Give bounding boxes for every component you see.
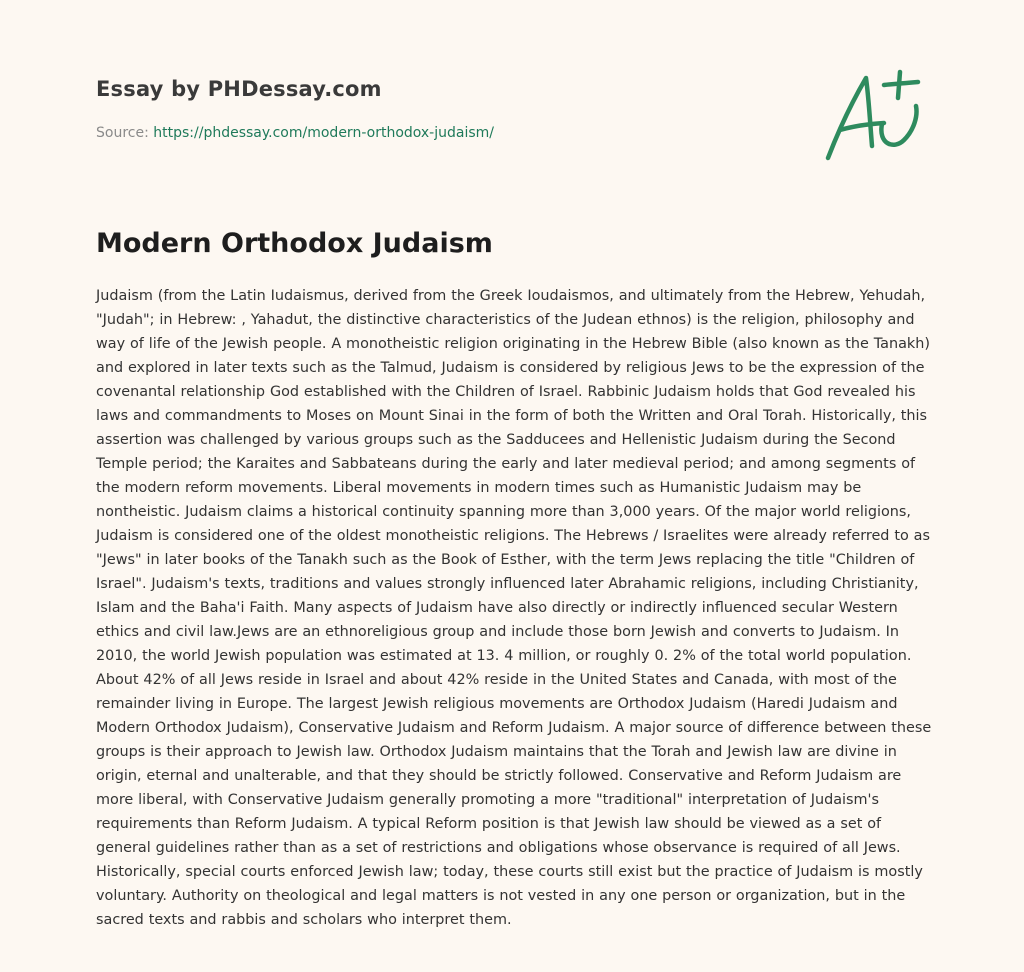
- brand-title: Essay by PHDessay.com: [96, 77, 382, 101]
- page-title: Modern Orthodox Judaism: [96, 228, 493, 259]
- header: [96, 72, 736, 143]
- essay-body: Judaism (from the Latin Iudaismus, derived from the Greek Ioudaismos, and ultimately from the Hebrew, Yehudah, "Judah"; in Hebrew: , Yahadut, the distinctive characteristics of the Judean ethnos) is the religion, philosophy and way of life of the Jewish people. A monotheistic religion originating in the Hebrew Bible (also known as the Tanakh) and explored in later texts such as the Talmud, Judaism is considered by religious Jews to be the expression of the covenantal relationship God established with the Children of Israel. Rabbinic Judaism holds that God revealed his laws and commandments to Moses on Mount Sinai in the form of both the Written and Oral Torah. Historically, this assertion was challenged by various groups such as the Sadducees and Hellenistic Judaism during the Second Temple period; the Karaites and Sabbateans during the early and later medieval period; and among segments of the modern reform movements. Liberal movements in modern times such as Humanistic Judaism may be nontheistic. Judaism claims a historical continuity spanning more than 3,000 years. Of the major world religions, Judaism is considered one of the oldest monotheistic religions. The Hebrews / Israelites were already referred to as "Jews" in later books of the Tanakh such as the Book of Esther, with the term Jews replacing the title "Children of Israel". Judaism's texts, traditions and values strongly influenced later Abrahamic religions, including Christianity, Islam and the Baha'i Faith. Many aspects of Judaism have also directly or indirectly influenced secular Western ethics and civil law.Jews are an ethnoreligious group and include those born Jewish and converts to Judaism. In 2010, the world Jewish population was estimated at 13. 4 million, or roughly 0. 2% of the total world population. About 42% of all Jews reside in Israel and about 42% reside in the United States and Canada, with most of the remainder living in Europe. The largest Jewish religious movements are Orthodox Judaism (Haredi Judaism and Modern Orthodox Judaism), Conservative Judaism and Reform Judaism. A major source of difference between these groups is their approach to Jewish law. Orthodox Judaism maintains that the Torah and Jewish law are divine in origin, eternal and unalterable, and that they should be strictly followed. Conservative and Reform Judaism are more liberal, with Conservative Judaism generally promoting a more "traditional" interpretation of Judaism's requirements than Reform Judaism. A typical Reform position is that Jewish law should be viewed as a set of general guidelines rather than as a set of restrictions and obligations whose observance is required of all Jews. Historically, special courts enforced Jewish law; today, these courts still exist but the practice of Judaism is mostly voluntary. Authority on theological and legal matters is not vested in any one person or organization, but in the sacred texts and rabbis and scholars who interpret them.: [96, 288, 932, 928]
- source-link[interactable]: https://phdessay.com/modern-orthodox-judaism/: [153, 125, 495, 141]
- source-label: Source:: [96, 125, 154, 141]
- source-line: [96, 123, 736, 143]
- a-plus-grade-icon: [818, 66, 930, 166]
